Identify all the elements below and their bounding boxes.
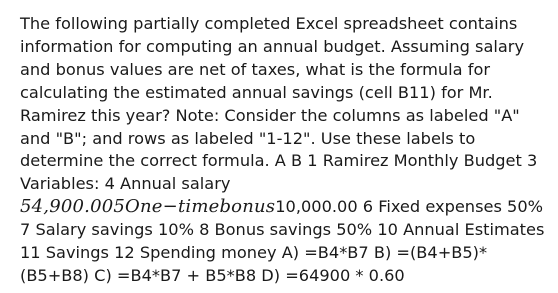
math-rendered-fragment: 54,900.005One−timebonus xyxy=(20,196,276,218)
question-body: The following partially completed Excel spreadsheet contains information for computing an annual budget. Assuming salary and bonus values are net of taxes, what is the formula for calculating the estimated annual savings (cell B11) for Mr. Ramirez this year? Note: Consider the columns as labeled "A" and "B"; and rows as labeled "1-12". Use these labels to determine the correct formula. A B 1 Ramirez Monthly Budget 3 Variables: 4 Annual salary xyxy=(20,14,538,194)
question-continuation: 10,000.00 6 Fixed expenses 50% 7 Salary savings 10% 8 Bonus savings 50% 10 Annual Estimates 11 Savings 12 Spending money A) =B4*B7 B) =(B4+B5)*(B5+B8) C) =B4*B7 + B5*B8 D) =64900 * 0.60 xyxy=(20,197,545,285)
